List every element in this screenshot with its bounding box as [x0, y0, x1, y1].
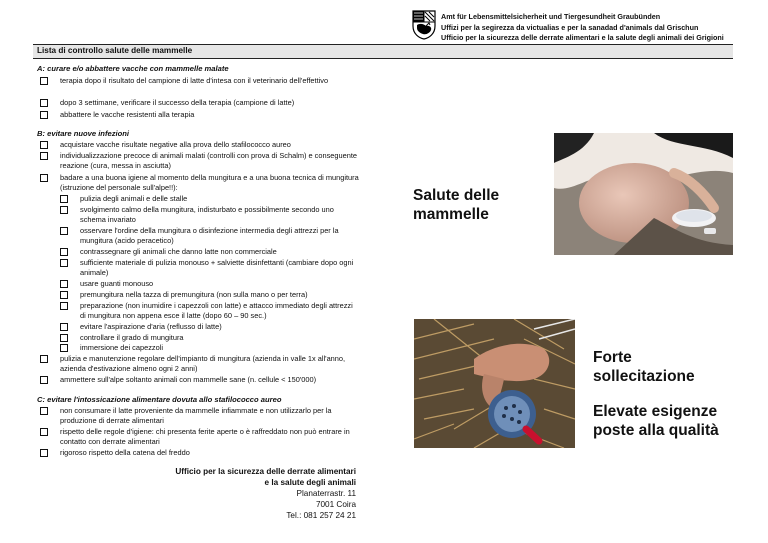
checklist-item-text: sufficiente materiale di pulizia monouso + salviette disinfettanti (cambiare dopo ogni animale) — [80, 258, 354, 277]
address-phone: Tel.: 081 257 24 21 — [286, 511, 356, 520]
checkbox[interactable] — [40, 152, 48, 160]
checkbox[interactable] — [60, 206, 68, 214]
checklist-item-text: dopo 3 settimane, verificare il successo della terapia (campione di latte) — [60, 98, 295, 107]
section-b-title: B: evitare nuove infezioni — [37, 129, 129, 138]
checkbox[interactable] — [40, 407, 48, 415]
checkbox[interactable] — [40, 449, 48, 457]
checkbox[interactable] — [60, 334, 68, 342]
coat-of-arms-logo — [412, 10, 436, 40]
checklist-title: Lista di controllo salute delle mammelle — [37, 46, 193, 55]
checklist-item-text: terapia dopo il risultato del campione di latte d'intesa con il veterinario dell'effettivo — [60, 76, 329, 85]
checkbox[interactable] — [40, 355, 48, 363]
checklist-item-text: preparazione (non inumidire i capezzoli con latte) e attacco immediato degli attrezzi di mungitura non appena esce il latte (dopo 60 – 90 sec.) — [80, 301, 353, 320]
checkbox[interactable] — [60, 195, 68, 203]
checkbox[interactable] — [40, 141, 48, 149]
header-line-3: Ufficio per la sicurezza delle derrate alimentari e la salute degli animali dei Grigioni — [441, 33, 724, 42]
checkbox[interactable] — [60, 259, 68, 267]
checkbox[interactable] — [60, 344, 68, 352]
checkbox[interactable] — [40, 428, 48, 436]
checkbox[interactable] — [40, 174, 48, 182]
checklist-item-text: svolgimento calmo della mungitura, indisturbato e possibilmente secondo uno schema invariato — [80, 205, 334, 224]
checklist-item-text: immersione dei capezzoli — [80, 343, 163, 352]
checklist-item-text: osservare l'ordine della mungitura o disinfezione intermedia degli attrezzi per la mungitura (acido peracetico) — [80, 226, 339, 245]
checkbox[interactable] — [60, 302, 68, 310]
checklist-item-text: pulizia e manutenzione regolare dell'impianto di mungitura (azienda in valle 1x all'anno, azienda d'estivazione almeno ogni 2 anni) — [60, 354, 346, 373]
checklist-item-text: premungitura nella tazza di premungitura (non sulla mano o per terra) — [80, 290, 308, 299]
section-a-title: A: curare e/o abbattere vacche con mammelle malate — [37, 64, 229, 73]
checklist-item-text: evitare l'aspirazione d'aria (reflusso di latte) — [80, 322, 222, 331]
photo-udder-milking — [554, 133, 733, 255]
address-city: 7001 Coira — [315, 500, 356, 509]
checklist-item-text: pulizia degli animali e delle stalle — [80, 194, 188, 203]
address-street: Planaterrastr. 11 — [296, 489, 356, 498]
checklist-item-text: abbattere le vacche resistenti alla terapia — [60, 110, 195, 119]
checklist-item-text: rispetto delle regole d'igiene: chi presenta ferite aperte o è raffreddato non può entrare in contatto con derrate alimentari — [60, 427, 350, 446]
checklist-item-text: contrassegnare gli animali che danno latte non commerciale — [80, 247, 277, 256]
checkbox[interactable] — [60, 323, 68, 331]
checklist-item-text: individualizzazione precoce di animali malati (controlli con prova di Schalm) e conseguente reazione (cura, messa in asciutta) — [60, 151, 358, 170]
checklist-item-text: acquistare vacche risultate negative alla prova dello stafilococco aureo — [60, 140, 291, 149]
checkbox[interactable] — [40, 111, 48, 119]
headline-high-load: Forte sollecitazione — [593, 349, 695, 385]
checkbox[interactable] — [60, 291, 68, 299]
headline-quality-demands: Elevate esigenze poste alla qualità — [593, 403, 719, 439]
headline-udder-health: Salute delle mammelle — [413, 187, 500, 223]
checkbox[interactable] — [60, 280, 68, 288]
checkbox[interactable] — [60, 227, 68, 235]
checklist-item-text: badare a una buona igiene al momento della mungitura e a una buona tecnica di mungitura (istruzione del personale sull'alpe!!): — [60, 173, 359, 192]
checklist-title-bar — [33, 44, 733, 59]
photo-hand-strip-cup — [414, 319, 575, 448]
header-line-1: Amt für Lebensmittelsicherheit und Tiergesundheit Graubünden — [441, 12, 661, 21]
checklist-item-text: usare guanti monouso — [80, 279, 154, 288]
address-line-2: e la salute degli animali — [264, 478, 356, 487]
checklist-item-text: rigoroso rispetto della catena del freddo — [60, 448, 190, 457]
address-line-1: Ufficio per la sicurezza delle derrate alimentari — [175, 467, 356, 476]
checklist-item-text: non consumare il latte proveniente da mammelle infiammate e non utilizzarlo per la produzione di derrate alimentari — [60, 406, 332, 425]
checkbox[interactable] — [40, 376, 48, 384]
section-c-title: C: evitare l'intossicazione alimentare dovuta allo stafilococco aureo — [37, 395, 282, 404]
checkbox[interactable] — [40, 99, 48, 107]
checkbox[interactable] — [40, 77, 48, 85]
checklist-item-text: ammettere sull'alpe soltanto animali con mammelle sane (n. cellule < 150'000) — [60, 375, 317, 384]
header-line-2: Uffizi per la segirezza da victualias e per la sanadad d'animals dal Grischun — [441, 23, 699, 32]
checkbox[interactable] — [60, 248, 68, 256]
checklist-item-text: controllare il grado di mungitura — [80, 333, 184, 342]
